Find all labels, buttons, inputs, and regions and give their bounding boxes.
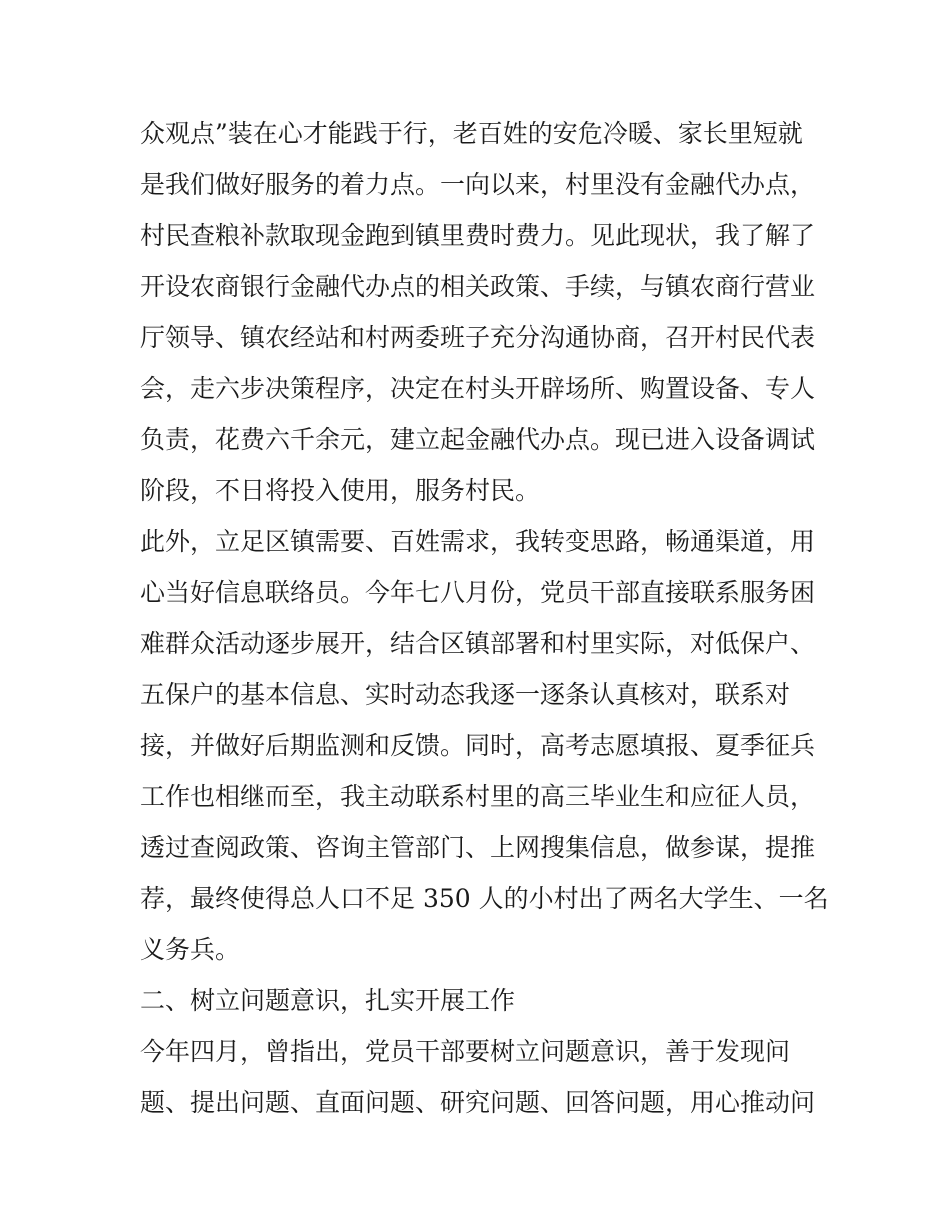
text-line: 工作也相继而至，我主动联系村里的高三毕业生和应征人员， [140, 782, 816, 811]
text-line: 此外，立足区镇需要、百姓需求，我转变思路，畅通渠道，用 [140, 527, 816, 556]
text-line: 阶段，不日将投入使用，服务村民。 [140, 476, 541, 505]
text-line: 透过查阅政策、咨询主管部门、上网搜集信息，做参谋，提推 [140, 833, 816, 862]
text-line: 义务兵。 [140, 935, 241, 964]
text-line: 会，走六步决策程序，决定在村头开辟场所、购置设备、专人 [140, 374, 816, 403]
text-line: 五保户的基本信息、实时动态我逐一逐条认真核对，联系对 [140, 680, 791, 709]
text-line: 村民查粮补款取现金跑到镇里费时费力。见此现状，我了解了 [140, 221, 816, 250]
text-line: 开设农商银行金融代办点的相关政策、手续，与镇农商行营业 [140, 272, 816, 301]
text-line: 荐，最终使得总人口不足 350 人的小村出了两名大学生、一名 [140, 884, 829, 913]
text-line: 心当好信息联络员。今年七八月份，党员干部直接联系服务困 [140, 578, 816, 607]
text-line: 众观点”装在心才能践于行，老百姓的安危冷暖、家长里短就 [140, 119, 803, 148]
text-line: 难群众活动逐步展开，结合区镇部署和村里实际，对低保户、 [140, 629, 816, 658]
text-line: 接，并做好后期监测和反馈。同时，高考志愿填报、夏季征兵 [140, 731, 816, 760]
section-heading: 二、树立问题意识，扎实开展工作 [140, 986, 516, 1015]
text-line: 是我们做好服务的着力点。一向以来，村里没有金融代办点， [140, 170, 816, 199]
text-line: 负责，花费六千余元，建立起金融代办点。现已进入设备调试 [140, 425, 816, 454]
text-line: 题、提出问题、直面问题、研究问题、回答问题，用心推动问 [140, 1088, 816, 1117]
text-line: 今年四月，曾指出，党员干部要树立问题意识，善于发现问 [140, 1037, 791, 1066]
body-text [140, 108, 829, 1128]
text-line: 厅领导、镇农经站和村两委班子充分沟通协商，召开村民代表 [140, 323, 816, 352]
